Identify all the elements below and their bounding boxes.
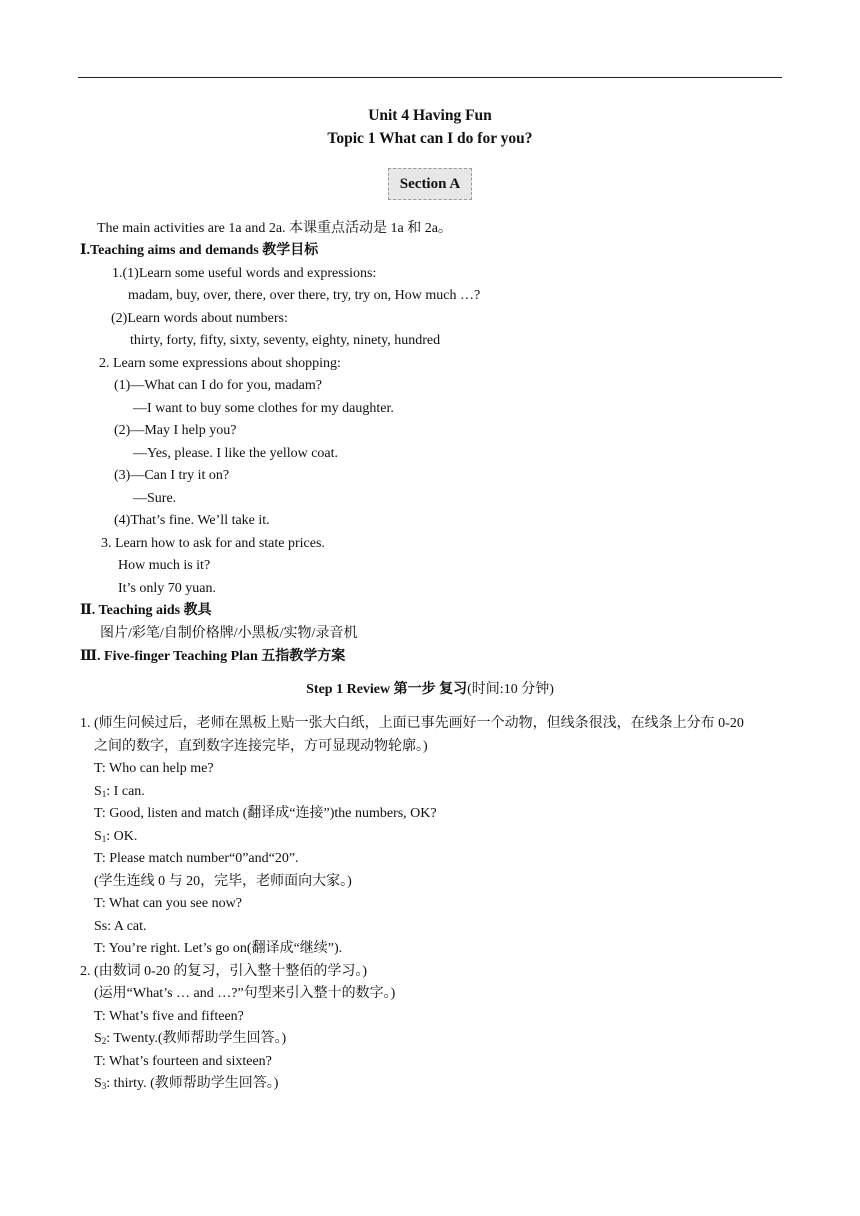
aims-line: (1)—What can I do for you, madam?	[114, 378, 322, 393]
dialogue-line: $S_1$: I can.	[94, 784, 145, 799]
dialogue-line: T: You’re right. Let’s go on(翻译成“继续”).	[94, 941, 343, 956]
aims-line: 2. Learn some expressions about shopping:	[99, 356, 341, 371]
step-heading	[0, 681, 860, 699]
dialogue-line: T: Good, listen and match (翻译成“连接”)the numbers, OK?	[94, 806, 437, 821]
unit-title: Unit 4 Having Fun	[368, 107, 492, 124]
plan-heading: Ⅲ. Five-finger Teaching Plan 五指教学方案	[80, 649, 346, 664]
step-time: (时间:10 分钟)	[467, 682, 554, 697]
aims-line: —Yes, please. I like the yellow coat.	[133, 446, 339, 461]
step-title: Step 1 Review 第一步 复习	[306, 682, 468, 697]
aims-line: thirty, forty, fifty, sixty, seventy, eighty, ninety, hundred	[130, 333, 441, 348]
dialogue-line: $S_3$: thirty. (教师帮助学生回答。)	[94, 1076, 279, 1091]
aims-line: —I want to buy some clothes for my daughter.	[133, 401, 394, 416]
section-label: Section A	[388, 168, 472, 200]
aims-heading: Ⅰ.Teaching aims and demands 教学目标	[80, 243, 319, 258]
dialogue-line: T: Who can help me?	[94, 761, 214, 776]
aims-line: It’s only 70 yuan.	[118, 581, 216, 596]
aims-line: (4)That’s fine. We’ll take it.	[114, 513, 270, 528]
aids-heading: Ⅱ. Teaching aids 教具	[80, 603, 212, 618]
body-line: 之间的数字，直到数字连接完毕，方可显现动物轮廓。)	[94, 739, 428, 754]
dialogue-line: T: What’s five and fifteen?	[94, 1009, 244, 1024]
aims-line: (3)—Can I try it on?	[114, 468, 230, 483]
aims-line: madam, buy, over, there, over there, try, try on, How much …?	[128, 288, 481, 303]
aims-line: 1.(1)Learn some useful words and expressions:	[112, 266, 377, 281]
aids-items: 图片/彩笔/自制价格牌/小黑板/实物/录音机	[100, 626, 358, 641]
aims-line: —Sure.	[133, 491, 177, 506]
dialogue-line: T: What can you see now?	[94, 896, 242, 911]
dialogue-line: $S_2$: Twenty.(教师帮助学生回答。)	[94, 1031, 287, 1046]
aims-line: (2)Learn words about numbers:	[111, 311, 288, 326]
body-note: (运用“What’s … and …?”句型来引入整十的数字。)	[94, 986, 396, 1001]
dialogue-line: $S_1$: OK.	[94, 829, 138, 844]
intro-text: The main activities are 1a and 2a. 本课重点活动是 1a 和 2a。	[97, 221, 452, 236]
body-note: (学生连线 0 与 20，完毕，老师面向大家。)	[94, 874, 352, 889]
topic-title: Topic 1 What can I do for you?	[327, 130, 533, 147]
header-rule	[78, 77, 782, 78]
body-line: 2. (由数词 0-20 的复习，引入整十整佰的学习。)	[80, 964, 367, 979]
dialogue-line: T: What’s fourteen and sixteen?	[94, 1054, 272, 1069]
body-line: 1. (师生问候过后，老师在黑板上贴一张大白纸，上面已事先画好一个动物，但线条很浅，在线条上分布 0-20	[80, 716, 744, 731]
dialogue-line: Ss: A cat.	[94, 919, 147, 934]
aims-line: 3. Learn how to ask for and state prices.	[101, 536, 325, 551]
aims-line: (2)—May I help you?	[114, 423, 237, 438]
dialogue-line: T: Please match number“0”and“20”.	[94, 851, 299, 866]
aims-line: How much is it?	[118, 558, 211, 573]
